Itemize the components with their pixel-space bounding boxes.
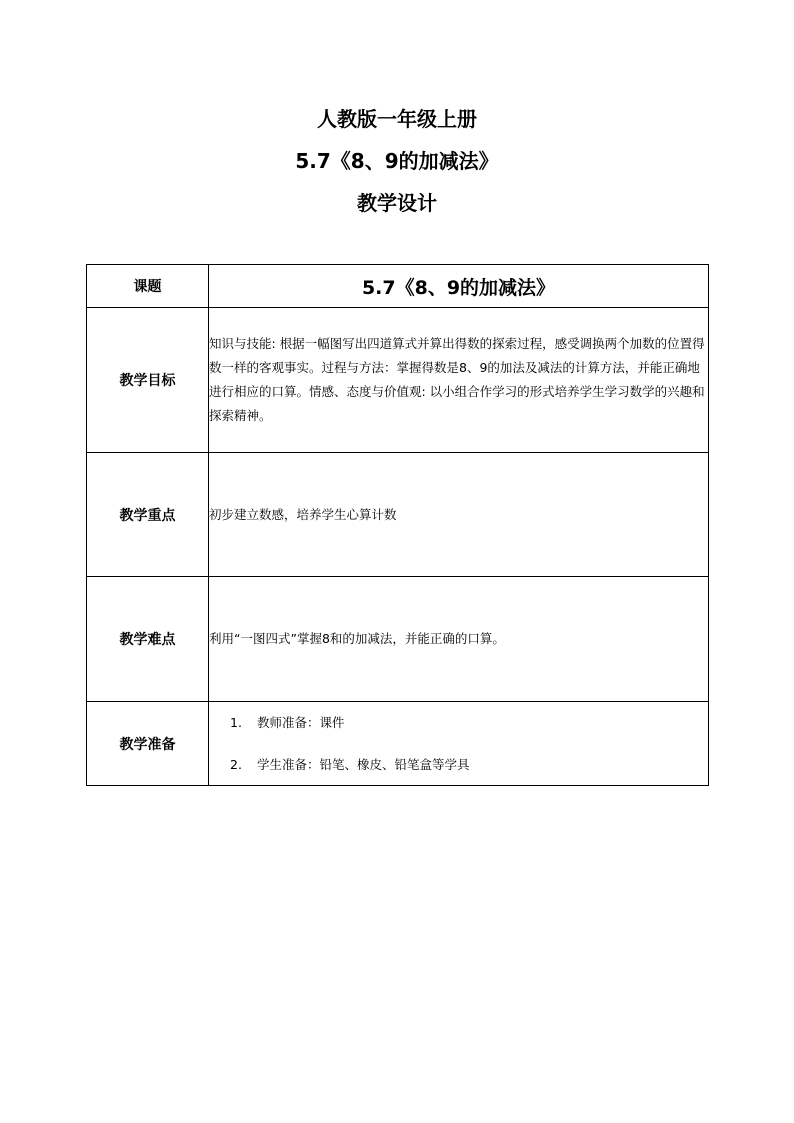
- key-points-text: 初步建立数感，培养学生心算计数: [209, 506, 397, 522]
- cell-topic: [209, 265, 709, 308]
- list-item-text: 教师准备：课件: [257, 714, 345, 730]
- title-doc-type: 教学设计: [357, 191, 437, 215]
- topic-value: 5.7《8、9的加减法》: [361, 276, 556, 299]
- list-item: [209, 753, 708, 777]
- label-key-points: 教学重点: [87, 453, 209, 577]
- label-preparation: 教学准备: [87, 702, 209, 786]
- list-item-number: 2.: [230, 756, 242, 772]
- row-key-points: [87, 453, 709, 577]
- goals-text: 知识与技能: 根据一幅图写出四道算式并算出得数的探索过程，感受调换两个加数的位置得数一样的客观事实。过程与方法：掌握得数是8、9的加法及减法的计算方法，并能正确地进行相应的口算。情感、态度与价值观: 以小组合作学习的形式培养学生学习数学的兴趣和探索精神。: [209, 336, 705, 423]
- document-header: [0, 104, 794, 230]
- lesson-plan-table: [86, 264, 709, 786]
- label-topic: 课题: [87, 265, 209, 308]
- title-lesson: 5.7《8、9的加减法》: [295, 149, 499, 173]
- cell-key-points: [209, 453, 709, 577]
- row-goals: [87, 308, 709, 453]
- title-textbook: 人教版一年级上册: [317, 107, 477, 131]
- row-preparation: [87, 702, 709, 786]
- difficulties-text: 利用“一图四式”掌握8和的加减法，并能正确的口算。: [209, 631, 505, 646]
- cell-goals: [209, 308, 709, 453]
- list-item-text: 学生准备：铅笔、橡皮、铅笔盒等学具: [257, 756, 470, 772]
- label-difficulties: 教学难点: [87, 577, 209, 702]
- row-difficulties: [87, 577, 709, 702]
- label-goals: 教学目标: [87, 308, 209, 453]
- cell-difficulties: [209, 577, 709, 702]
- list-item: [209, 711, 708, 735]
- list-item-number: 1.: [230, 714, 242, 730]
- row-topic: [87, 265, 709, 308]
- cell-preparation: [209, 702, 709, 786]
